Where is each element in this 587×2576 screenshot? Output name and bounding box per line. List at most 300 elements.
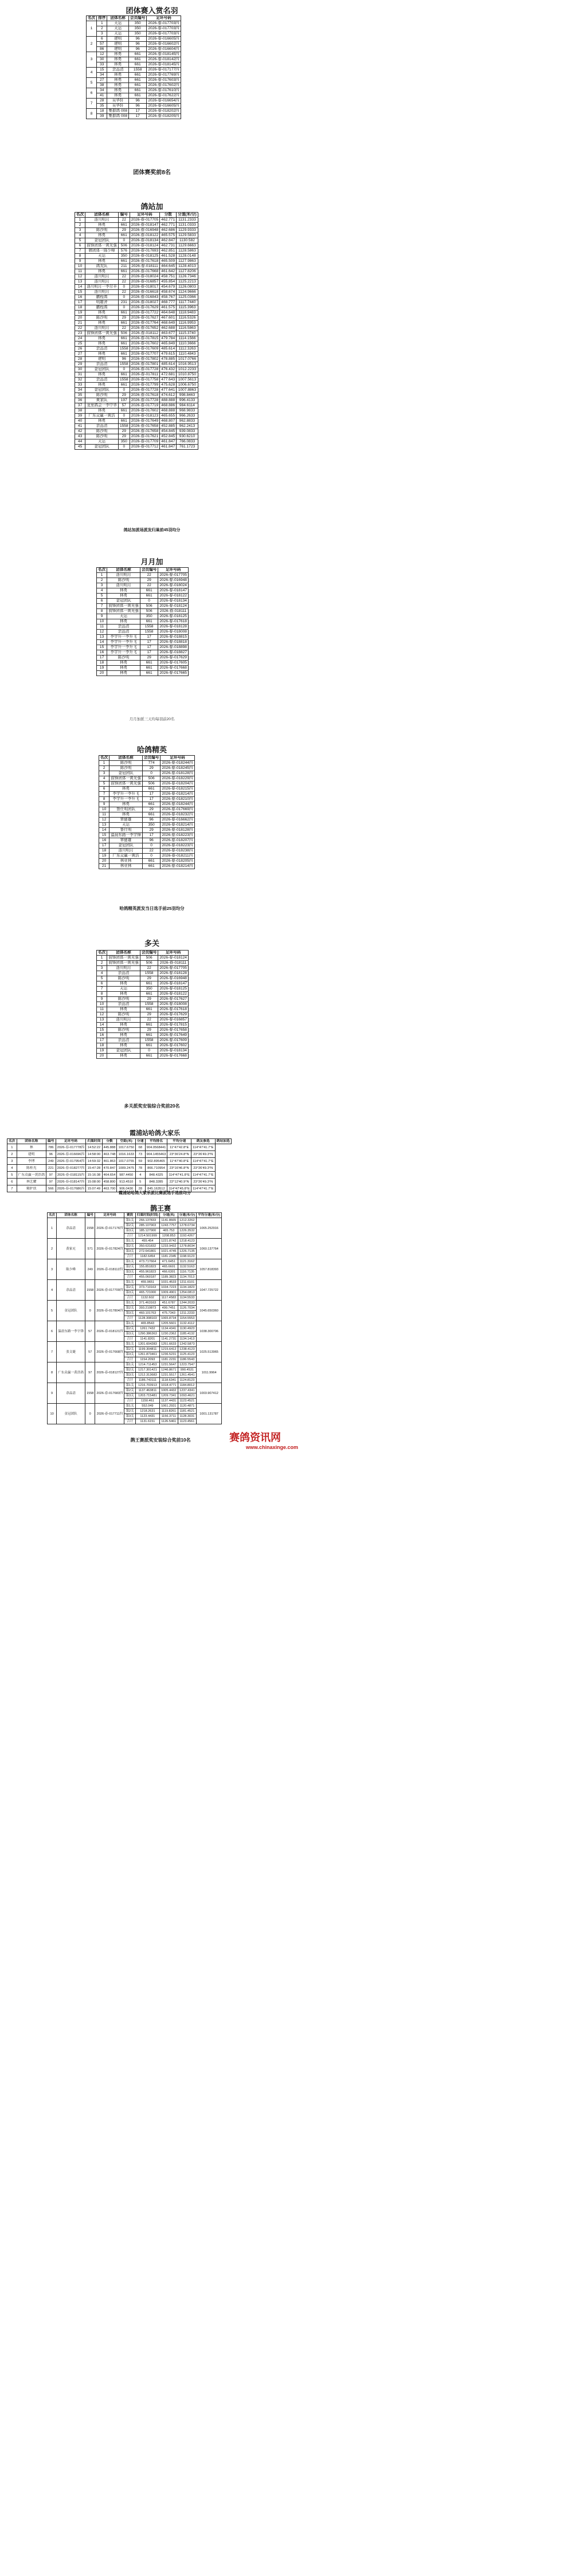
table-cell: 1005.4432 [160, 1388, 178, 1393]
table-cell: 350 [129, 21, 147, 26]
table-cell: 197 [118, 398, 130, 403]
table-cell: 17 [99, 843, 109, 849]
table-cell: 2026-春-016605四 [147, 37, 181, 42]
table-cell: 第1关 [124, 1239, 135, 1244]
table-cell: 15 [97, 1028, 107, 1033]
table-cell: 1134.7013 [178, 1275, 197, 1280]
table-cell: 2026-春-017705 [158, 573, 189, 578]
xiapu-fun-col-header: 团体名称 [17, 1139, 46, 1144]
table-cell: 17 [140, 640, 158, 645]
table-row [87, 88, 181, 93]
table-cell: 余品清 [107, 1038, 140, 1043]
table-cell: 2026-春-017629 [158, 655, 189, 661]
table-cell: 1121.3162 [178, 1259, 197, 1265]
table-cell: 12 [99, 818, 109, 823]
table-cell: 第2关 [124, 1347, 135, 1352]
table-cell: 43 [75, 434, 85, 439]
table-cell: 661 [118, 311, 130, 316]
table-cell: 2 [75, 223, 85, 228]
table-cell: 7 [97, 987, 107, 992]
xiapu-fun-col-header: 足环号码 [56, 1139, 86, 1144]
table-cell: 962.8833 [177, 419, 198, 424]
table-row [97, 588, 189, 594]
table-cell: 350.631832 [135, 1244, 159, 1249]
table-row [75, 223, 198, 228]
table-cell: 1236.5231 [160, 1352, 178, 1357]
table-cell: 845.163512 [145, 1185, 167, 1192]
table-cell: 2026-春-017618 [130, 259, 160, 264]
table-cell: 洛川明月 [85, 326, 119, 331]
table-cell: 13 [97, 1018, 107, 1023]
table-cell: 285.107903 [135, 1223, 159, 1228]
table-cell: 2026-春-018147 [158, 981, 189, 987]
table-cell: 488.888 [160, 398, 177, 403]
table-cell: 468.888 [160, 409, 177, 414]
table-cell: 472.681 [160, 372, 177, 378]
table-cell: 1558 [140, 630, 158, 635]
table-cell: 1212.3262 [178, 1218, 197, 1223]
xiapu-fun-title: 霞浦站哈鸽大家乐 [130, 1130, 180, 1137]
table-row [75, 321, 198, 326]
table-cell: 第3关 [124, 1373, 135, 1378]
table-cell: 27 [75, 352, 85, 357]
table-cell: 661 [129, 62, 147, 68]
table-cell: 林勇 [107, 992, 140, 997]
xiapu-fun-col-header: 空距(米) [117, 1139, 135, 1144]
table-cell: 2026-春-018017 [130, 285, 160, 290]
table-cell: 洛川明月 [107, 1018, 140, 1023]
table-cell: 2026-春-017602四 [147, 83, 181, 88]
table-cell: 5 [99, 782, 109, 787]
table-cell: 1116.5863 [177, 326, 198, 331]
table-cell: 2026-春-017668 [158, 666, 189, 671]
table-cell: 1238.4123 [178, 1347, 197, 1352]
table-cell: 2026-春-018223四 [161, 843, 194, 849]
team-cell: 陈少峰 [57, 1259, 85, 1280]
table-cell: 第2关 [124, 1306, 135, 1311]
table-cell: 1034.7223 [160, 1285, 178, 1290]
table-cell: 1132.602 [135, 1295, 159, 1301]
table-cell: 林勇 [107, 1023, 140, 1028]
table-cell: 2026-春-018245四 [161, 766, 194, 771]
table-cell: 661 [140, 619, 158, 625]
table-cell: 461.642 [160, 269, 177, 274]
table-row [87, 47, 181, 52]
table-cell: 0 [118, 295, 130, 300]
table-row [75, 280, 198, 285]
table-cell: 9 [75, 259, 85, 264]
table-row [87, 99, 181, 104]
elite-title: 哈鸽精英 [136, 745, 167, 754]
table-cell: 2026-春-018145四 [147, 62, 181, 68]
table-cell: 996.4133 [177, 398, 198, 403]
table-cell: 2026-春-018024 [130, 274, 160, 280]
table-cell: 2026-春-018142四 [147, 57, 181, 62]
station-plus-table [75, 212, 198, 450]
table-cell: 李宇升一李升飞 [107, 635, 140, 640]
sheet-multi-pass [34, 928, 269, 1117]
table-row [97, 1043, 189, 1049]
ring-cell: 2026-春-017709四 [95, 1280, 124, 1301]
table-cell: 2026-春-018214四 [161, 792, 194, 797]
avg-speed-cell: 1045.650360 [197, 1301, 222, 1321]
rank-cell: 6 [48, 1321, 57, 1342]
table-cell: 906.0430 [117, 1185, 135, 1192]
table-cell: 金冠团队 [85, 445, 119, 450]
table-cell: 21 [75, 321, 85, 326]
table-cell: 18 [97, 109, 107, 114]
table-cell: 37 [75, 403, 85, 409]
table-cell: 17 [142, 797, 160, 802]
table-cell: 34 [97, 88, 107, 93]
table-cell: 2026-春-018124 [158, 604, 189, 609]
table-cell: 454.845 [160, 429, 177, 434]
table-cell: 15:08:00 [86, 1179, 102, 1185]
table-row [48, 1362, 222, 1368]
member-no-cell: 1558 [85, 1280, 95, 1301]
table-cell: 1244.2033 [178, 1301, 197, 1306]
table-cell: 1118.6341 [160, 1378, 178, 1383]
table-cell: 96 [129, 104, 147, 109]
table-cell: 0 [142, 854, 160, 859]
table-cell: 904.0568441 [145, 1144, 167, 1151]
table-cell: 661 [118, 233, 130, 238]
table-row [75, 290, 198, 295]
table-row [97, 1033, 189, 1038]
table-cell: 476.432 [160, 367, 177, 372]
table-cell: 5 [75, 238, 85, 244]
table-cell: 5 [97, 594, 107, 599]
table-cell: 李宇升一李升飞 [109, 792, 143, 797]
table-cell: 2026-春-018147四 [56, 1179, 86, 1185]
table-cell: 1223.7547 [178, 1362, 197, 1368]
table-cell: 1198.9123 [178, 1254, 197, 1259]
table-cell: 3 [97, 966, 107, 971]
table-cell: 23°16'46.8°N [167, 1165, 191, 1172]
table-cell: 4 [135, 1172, 145, 1179]
watermark [229, 1430, 298, 2569]
table-cell: 1131.6151 [135, 1419, 159, 1424]
table-cell: 2026-春-017728 [130, 398, 160, 403]
table-cell: 479.615 [160, 352, 177, 357]
table-cell: 鲁仕明 [109, 828, 143, 833]
table-cell: 97 [46, 1172, 56, 1179]
table-row [75, 393, 198, 398]
table-cell: 1278.0734 [178, 1223, 197, 1228]
table-cell: 11 [97, 1007, 107, 1012]
table-cell: 1126.0803 [177, 285, 198, 290]
table-row [75, 367, 198, 372]
table-row [87, 42, 181, 47]
member-no-cell: 1558 [85, 1383, 95, 1404]
table-cell: 475.628 [160, 383, 177, 388]
table-cell: 第1关 [124, 1383, 135, 1388]
table-cell: 鹏程鸽 [85, 305, 119, 311]
table-cell: 2026-春-018112 [130, 331, 160, 336]
team-prize-col-header: 名次 [87, 16, 97, 21]
table-cell: 第1关 [124, 1362, 135, 1368]
table-row [97, 630, 189, 635]
table-row [97, 666, 189, 671]
table-row [75, 347, 198, 352]
table-row [97, 1018, 189, 1023]
table-row [99, 797, 195, 802]
table-cell: 479.784 [160, 336, 177, 341]
table-cell: 2026-春-017686四 [56, 1185, 86, 1192]
table-cell: 19 [99, 854, 109, 859]
table-cell: 2026-春-017693 [130, 249, 160, 254]
table-cell: 393.210873 [135, 1306, 159, 1311]
table-cell: 2026-春-016605四 [147, 104, 181, 109]
table-cell: 661 [129, 73, 147, 78]
table-cell: 1125.2213 [177, 280, 198, 285]
table-cell: 2026-春-018122 [158, 992, 189, 997]
table-cell: 2026-春-017764 [130, 321, 160, 326]
table-cell: 506 [140, 609, 158, 614]
table-cell: 1211.6101 [178, 1280, 197, 1285]
table-cell: 陈沙明 [85, 393, 119, 398]
multi-pass-footer: 多关派奖安装综合奖前20名 [124, 1104, 180, 1109]
rank-cell: 8 [48, 1362, 57, 1383]
table-cell: 19 [75, 311, 85, 316]
table-cell: 6 [99, 787, 109, 792]
table-cell: 661 [129, 93, 147, 99]
station-plus-title: 鸽站加 [140, 202, 163, 211]
table-cell: 2026-春-018125 [130, 254, 160, 259]
monthly-plus-col-header: 团体名称 [107, 568, 140, 573]
table-cell: 第1关 [124, 1342, 135, 1347]
table-row [99, 782, 195, 787]
table-row [75, 218, 198, 223]
table-cell: 1290.386363 [135, 1332, 159, 1337]
table-cell: 465.849 [160, 341, 177, 347]
table-cell: 29 [140, 655, 158, 661]
xiapu-fun-col-header: 平均分速 [167, 1139, 191, 1144]
team-prize-header-row [87, 16, 181, 21]
table-cell: 2026-春-018277四 [56, 1165, 86, 1172]
table-cell: 22 [140, 583, 158, 588]
table-cell: 1181.2231 [160, 1357, 178, 1362]
table-cell: 2026-春-017802 [130, 357, 160, 362]
table-cell: 114°47'41.7°E [191, 1172, 215, 1179]
table-cell: 962.2413 [177, 424, 198, 429]
table-cell: 1216.703913 [135, 1383, 159, 1388]
table-row [99, 823, 195, 828]
sheet-king-race [34, 1203, 287, 1444]
table-cell: 1123.4431 [135, 1414, 159, 1419]
table-cell: 1154.2093 [135, 1357, 159, 1362]
table-row [87, 73, 181, 78]
table-cell: 第1关 [124, 1404, 135, 1409]
table-cell: 6 [7, 1179, 17, 1185]
table-cell: 洛川明月 [85, 290, 119, 295]
table-cell: 96 [142, 818, 160, 823]
table-row [97, 1054, 189, 1059]
table-cell: 7 [97, 604, 107, 609]
table-cell: 1231.5517 [160, 1373, 178, 1378]
table-row [99, 849, 195, 854]
table-cell: 2026-春-018232四 [161, 812, 194, 818]
table-row [87, 109, 181, 114]
avg-speed-cell: 1025.513965 [197, 1342, 222, 1362]
table-cell: 陈沙明 [107, 997, 140, 1002]
table-cell: 2 [97, 578, 107, 583]
table-cell: 11°47'42.8°E [167, 1144, 191, 1151]
table-row [75, 295, 198, 300]
table-cell: 16 [75, 295, 85, 300]
table-row [75, 233, 198, 238]
member-no-cell: 0 [85, 1301, 95, 1321]
table-cell: 462.686 [160, 228, 177, 233]
table-cell: 陈沙明 [85, 429, 119, 434]
member-no-cell: 57 [85, 1342, 95, 1362]
table-cell: 1205.5601 [160, 1321, 178, 1326]
table-cell: 661 [140, 981, 158, 987]
table-cell: 350 [118, 439, 130, 445]
table-cell: 2026-春-017629 [130, 305, 160, 311]
table-cell: 463.748 [102, 1151, 117, 1158]
watermark-url: www.chinaxinge.com [245, 1444, 298, 1450]
table-cell: 1199.304811 [135, 1347, 159, 1352]
avg-speed-cell: 1060.137764 [197, 1239, 222, 1259]
table-cell: 848.4325 [145, 1172, 167, 1179]
table-cell: 林勇 [107, 671, 140, 676]
table-row [75, 439, 198, 445]
table-cell: 913.4510 [117, 1179, 135, 1185]
table-cell: 29 [140, 1012, 158, 1018]
table-cell: 1242.5873 [178, 1342, 197, 1347]
table-cell: 9 [97, 997, 107, 1002]
table-cell: 2026-春-018111 [130, 264, 160, 269]
table-cell: 2026-春-017703四 [147, 26, 181, 32]
table-cell: 39 [97, 114, 107, 119]
table-cell: 1 [99, 761, 109, 766]
table-cell: 41 [97, 93, 107, 99]
table-cell: 1115.3963 [177, 305, 198, 311]
table-cell: 29 [140, 997, 158, 1002]
table-cell: 1 [97, 21, 107, 26]
watermark-brand: 赛鸽资讯网 [229, 1432, 281, 1443]
table-cell: 29 [142, 766, 160, 771]
table-cell: 广东众赢一黄浩 [109, 854, 143, 859]
member-no-cell: 0 [85, 1404, 95, 1424]
table-cell: 0 [140, 599, 158, 604]
table-cell: 467.601 [160, 316, 177, 321]
elite-col-header: 团体名称 [109, 756, 143, 761]
table-row [99, 766, 195, 771]
member-no-cell: 1558 [85, 1218, 95, 1239]
table-cell: 金冠团队 [85, 238, 119, 244]
table-cell: 661 [140, 1023, 158, 1028]
table-cell: 11 [99, 812, 109, 818]
table-cell: 20 [99, 859, 109, 864]
table-cell: 1254.0813 [178, 1290, 197, 1295]
table-row [75, 419, 198, 424]
table-cell: 1186.5543 [178, 1357, 197, 1362]
table-cell: 464.648 [160, 311, 177, 316]
table-cell: 14:59:32 [86, 1158, 102, 1165]
table-row [87, 52, 181, 57]
avg-speed-cell: 1057.818393 [197, 1259, 222, 1280]
table-cell: 8 [99, 797, 109, 802]
table-cell: 余品清 [85, 347, 119, 352]
table-cell: 2026-春-018128四 [161, 828, 194, 833]
table-cell: 林勇 [107, 1054, 140, 1059]
table-cell: 林勇 [85, 223, 119, 228]
table-cell: 114°47'41.8°E [167, 1172, 191, 1179]
table-cell: 第2关 [124, 1244, 135, 1249]
table-cell: 1215.6412 [160, 1347, 178, 1352]
team-prize-col-header: 足环号码 [147, 16, 181, 21]
table-cell: 建明 [17, 1151, 46, 1158]
table-cell: 2026-春-018827 [158, 650, 189, 655]
table-cell: 466.6301 [160, 1270, 178, 1275]
table-cell: 552.049 [135, 1404, 159, 1409]
table-cell: 2026-春-018202四 [147, 109, 181, 114]
table-cell: 2026-春-017610四 [147, 88, 181, 93]
table-row [97, 1028, 189, 1033]
table-cell: 合计 [124, 1357, 135, 1362]
sheet-xiapu-fun [6, 1126, 304, 1195]
table-cell: 2026-春-018134 [158, 599, 189, 604]
table-row [97, 997, 189, 1002]
table-cell: 1114.1566 [177, 336, 198, 341]
table-cell: 506 [118, 331, 130, 336]
table-cell: 350 [140, 987, 158, 992]
table-cell: 455.454 [135, 1239, 159, 1244]
table-cell: 2026-春-018238四 [161, 849, 194, 854]
table-cell: 22 [118, 290, 130, 295]
table-cell: 陈沙明 [85, 316, 119, 321]
table-cell: 462.771 [160, 218, 177, 223]
king-race-col-header: 赛段 [124, 1213, 135, 1218]
table-cell: 龙里鸽会一李中华 [85, 403, 119, 409]
table-cell: 12 [97, 630, 107, 635]
table-cell: 29 [142, 807, 160, 812]
table-cell: 1130.4923 [178, 1326, 197, 1332]
team-cell: 金冠团队 [57, 1404, 85, 1424]
table-cell: 2026-春-018134 [130, 238, 160, 244]
table-cell: 460.101763 [135, 1311, 159, 1316]
table-cell: 洛川明月 [85, 280, 119, 285]
ring-cell: 2026-春-018127四 [95, 1362, 124, 1383]
table-cell: 2 [7, 1151, 17, 1158]
table-cell: 566 [46, 1185, 56, 1192]
table-row [99, 818, 195, 823]
table-cell: 445.888 [102, 1144, 117, 1151]
table-cell: 1558 [140, 625, 158, 630]
station-plus-col-header: 足环号码 [130, 213, 160, 218]
table-row [99, 812, 195, 818]
table-cell: 1118.9483 [177, 311, 198, 316]
table-cell: 前锋团体一黄光强 [85, 244, 119, 249]
table-cell: 14 [97, 1023, 107, 1028]
table-cell: 洛川明月 [85, 274, 119, 280]
king-race-table [47, 1212, 222, 1424]
table-cell: 2026-春-016696四 [56, 1151, 86, 1158]
table-cell: 22°12'40.9°N [167, 1179, 191, 1185]
table-cell: 1251.6633 [160, 1342, 178, 1347]
table-cell: 第3关 [124, 1311, 135, 1316]
table-cell: 第3关 [124, 1332, 135, 1337]
table-cell: 1110.3666 [177, 341, 198, 347]
table-cell: 2026-春-018024 [158, 583, 189, 588]
table-cell: 485.614 [160, 347, 177, 352]
table-cell: 1131.0333 [177, 223, 198, 228]
table-cell: 2026-春-018122 [130, 233, 160, 238]
table-cell: 第1关 [124, 1280, 135, 1285]
table-cell: 45 [75, 445, 85, 450]
